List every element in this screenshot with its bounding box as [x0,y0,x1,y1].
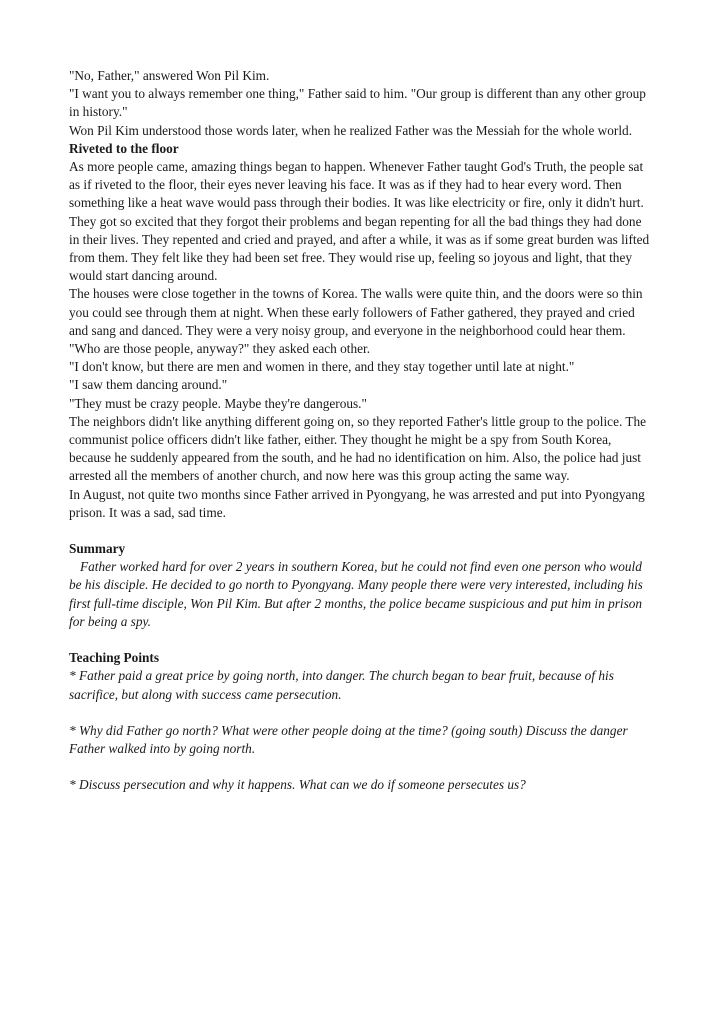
dialogue-line: "I don't know, but there are men and women in there, and they stay together until late at night." [69,359,575,375]
dialogue-line: "I want you to always remember one thing," Father said to him. "Our group is different than any other group in history." [69,86,646,120]
dialogue-line: "No, Father," answered Won Pil Kim. [69,68,270,83]
paragraph: The neighbors didn't like anything different going on, so they reported Father's little group to the police. The communist police officers didn't like father, either. They thought he might be a spy from South Korea, because he suddenly appeared from the south, and he had no identification on him. Also, the police had just arrested all the members of another church, and now here was this group acting the same way. [69,413,647,484]
teaching-point: * Father paid a great price by going north, into danger. The church began to bear fruit, because of his sacrifice, but along with success came persecution. [69,668,614,702]
teaching-point: * Why did Father go north? What were other people doing at the time? (going south) Discuss the danger Father walked into by going north. [69,722,628,756]
paragraph: In August, not quite two months since Father arrived in Pyongyang, he was arrested and put into Pyongyang prison. It was a sad, sad time. [69,486,645,520]
summary-section [69,540,654,631]
teaching-points-section [69,649,654,794]
narration-line: Won Pil Kim understood those words later, when he realized Father was the Messiah for the whole world. [69,122,633,138]
spacer [69,522,654,540]
dialogue-line: "Who are those people, anyway?" they asked each other. [69,341,371,357]
summary-heading: Summary [69,541,126,557]
teaching-points-heading: Teaching Points [69,650,160,666]
dialogue-line: "I saw them dancing around." [69,377,228,393]
spacer [69,631,654,649]
paragraph: The houses were close together in the towns of Korea. The walls were quite thin, and the doors were so thin you could see through them at night. When these early followers of Father gathered, they prayed and cried and sang and danced. They were a very noisy group, and everyone in the neighborhood could hear them. [69,286,643,338]
dialogue-line: "They must be crazy people. Maybe they're dangerous." [69,395,367,411]
story-section [69,67,654,522]
teaching-point: * Discuss persecution and why it happens. What can we do if someone persecutes us? [69,777,526,793]
paragraph: As more people came, amazing things began to happen. Whenever Father taught God's Truth, the people sat as if riveted to the floor, their eyes never leaving his face. It was as if they had to hear every word. Then something like a heat wave would pass through their bodies. It was like electricity or fire, only it didn't hurt. They got so excited that they forgot their problems and began repenting for all the bad things they had done in their lives. They repented and cried and prayed, and after a while, it was as if some great burden was lifted from them. They felt like they had been set free. They would rise up, feeling so joyous and light, that they would start dancing around. [69,159,650,284]
spacer [69,758,654,776]
summary-text: Father worked hard for over 2 years in southern Korea, but he could not find even one person who would be his disciple. He decided to go north to Pyongyang. Many people there were very interested, including his first full-time disciple, Won Pil Kim. But after 2 months, the police became suspicious and put him in prison for being a spy. [69,559,643,629]
spacer [69,704,654,722]
section-heading: Riveted to the floor [69,140,179,156]
